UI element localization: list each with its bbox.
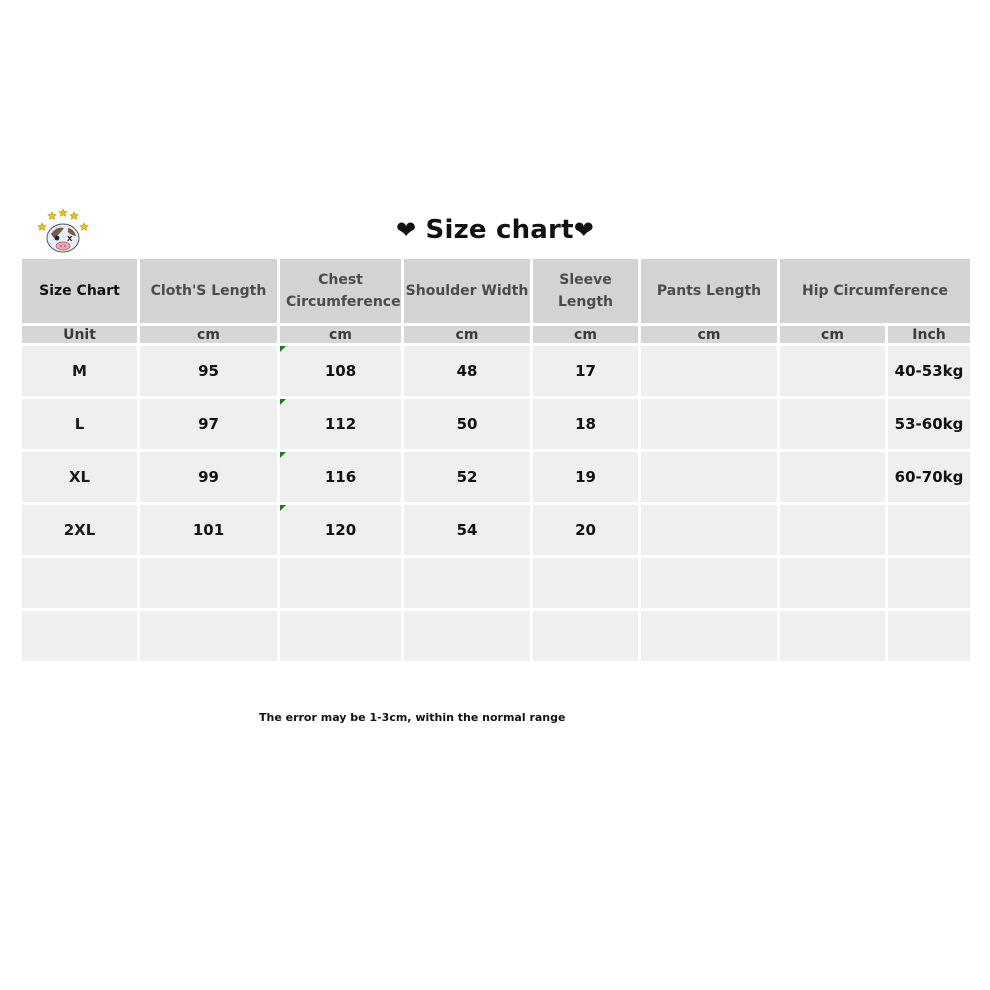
table-cell: 18 [532,398,640,451]
unit-cell: cm [532,325,640,345]
size-label: 2XL [21,504,139,557]
table-cell: 53-60kg [887,398,972,451]
table-row [21,610,972,663]
unit-cell: cm [139,325,279,345]
table-cell: 50 [403,398,532,451]
table-cell [279,451,403,504]
heart-icon: ❤ [573,216,595,244]
table-cell [779,557,887,610]
table-cell [403,557,532,610]
header-shoulder-width: Shoulder Width [403,258,532,325]
cell-value: 116 [324,468,357,486]
size-label [21,557,139,610]
table-cell [279,504,403,557]
table-row [21,451,972,504]
table-cell [887,504,972,557]
measurement-error-note: The error may be 1-3cm, within the normal range [259,711,566,724]
table-cell: 40-53kg [887,345,972,398]
table-cell [532,557,640,610]
comment-marker-icon [280,399,286,405]
table-cell [779,610,887,663]
header-sleeve-length: Sleeve Length [532,258,640,325]
cell-value: 120 [324,521,357,539]
table-cell [279,398,403,451]
table-header-row [21,258,972,325]
table-cell [279,610,403,663]
comment-marker-icon [280,452,286,458]
size-label: L [21,398,139,451]
table-cell [640,504,779,557]
table-cell: 97 [139,398,279,451]
table-cell: 101 [139,504,279,557]
table-cell: 95 [139,345,279,398]
table-cell [779,451,887,504]
header-cloth-length: Cloth'S Length [139,258,279,325]
table-cell [139,610,279,663]
header-pants-length: Pants Length [640,258,779,325]
cell-value: 112 [324,415,357,433]
table-cell [640,345,779,398]
table-cell [279,345,403,398]
unit-cell: cm [279,325,403,345]
table-cell: 17 [532,345,640,398]
size-label: M [21,345,139,398]
table-row [21,504,972,557]
table-cell: 60-70kg [887,451,972,504]
header-hip-circumference: Hip Circumference [779,258,972,325]
svg-text:X: X [67,235,73,243]
header-chest-circumference: Chest Circumference [279,258,403,325]
size-label [21,610,139,663]
table-cell [779,504,887,557]
unit-cell: cm [779,325,887,345]
table-row [21,345,972,398]
table-units-row [21,325,972,345]
size-label: XL [21,451,139,504]
table-row [21,398,972,451]
table-cell [887,557,972,610]
table-cell: 20 [532,504,640,557]
table-cell [279,557,403,610]
unit-cell: cm [640,325,779,345]
comment-marker-icon [280,505,286,511]
heart-icon: ❤ [395,216,417,244]
title-text: Size chart [425,215,574,245]
unit-cell: cm [403,325,532,345]
table-cell [779,345,887,398]
table-cell: 52 [403,451,532,504]
table-cell [887,610,972,663]
table-cell [640,451,779,504]
table-row [21,557,972,610]
table-cell: 19 [532,451,640,504]
table-cell [640,610,779,663]
comment-marker-icon [280,346,286,352]
page-title [0,212,990,248]
table-cell: 48 [403,345,532,398]
cell-value: 108 [324,362,357,380]
table-cell: 54 [403,504,532,557]
size-chart-table [19,256,973,664]
table-cell: 99 [139,451,279,504]
table-cell [532,610,640,663]
table-cell [640,398,779,451]
unit-cell: Unit [21,325,139,345]
unit-cell: Inch [887,325,972,345]
table-cell [640,557,779,610]
table-cell [403,610,532,663]
header-size-chart: Size Chart [21,258,139,325]
table-cell [139,557,279,610]
table-cell [779,398,887,451]
